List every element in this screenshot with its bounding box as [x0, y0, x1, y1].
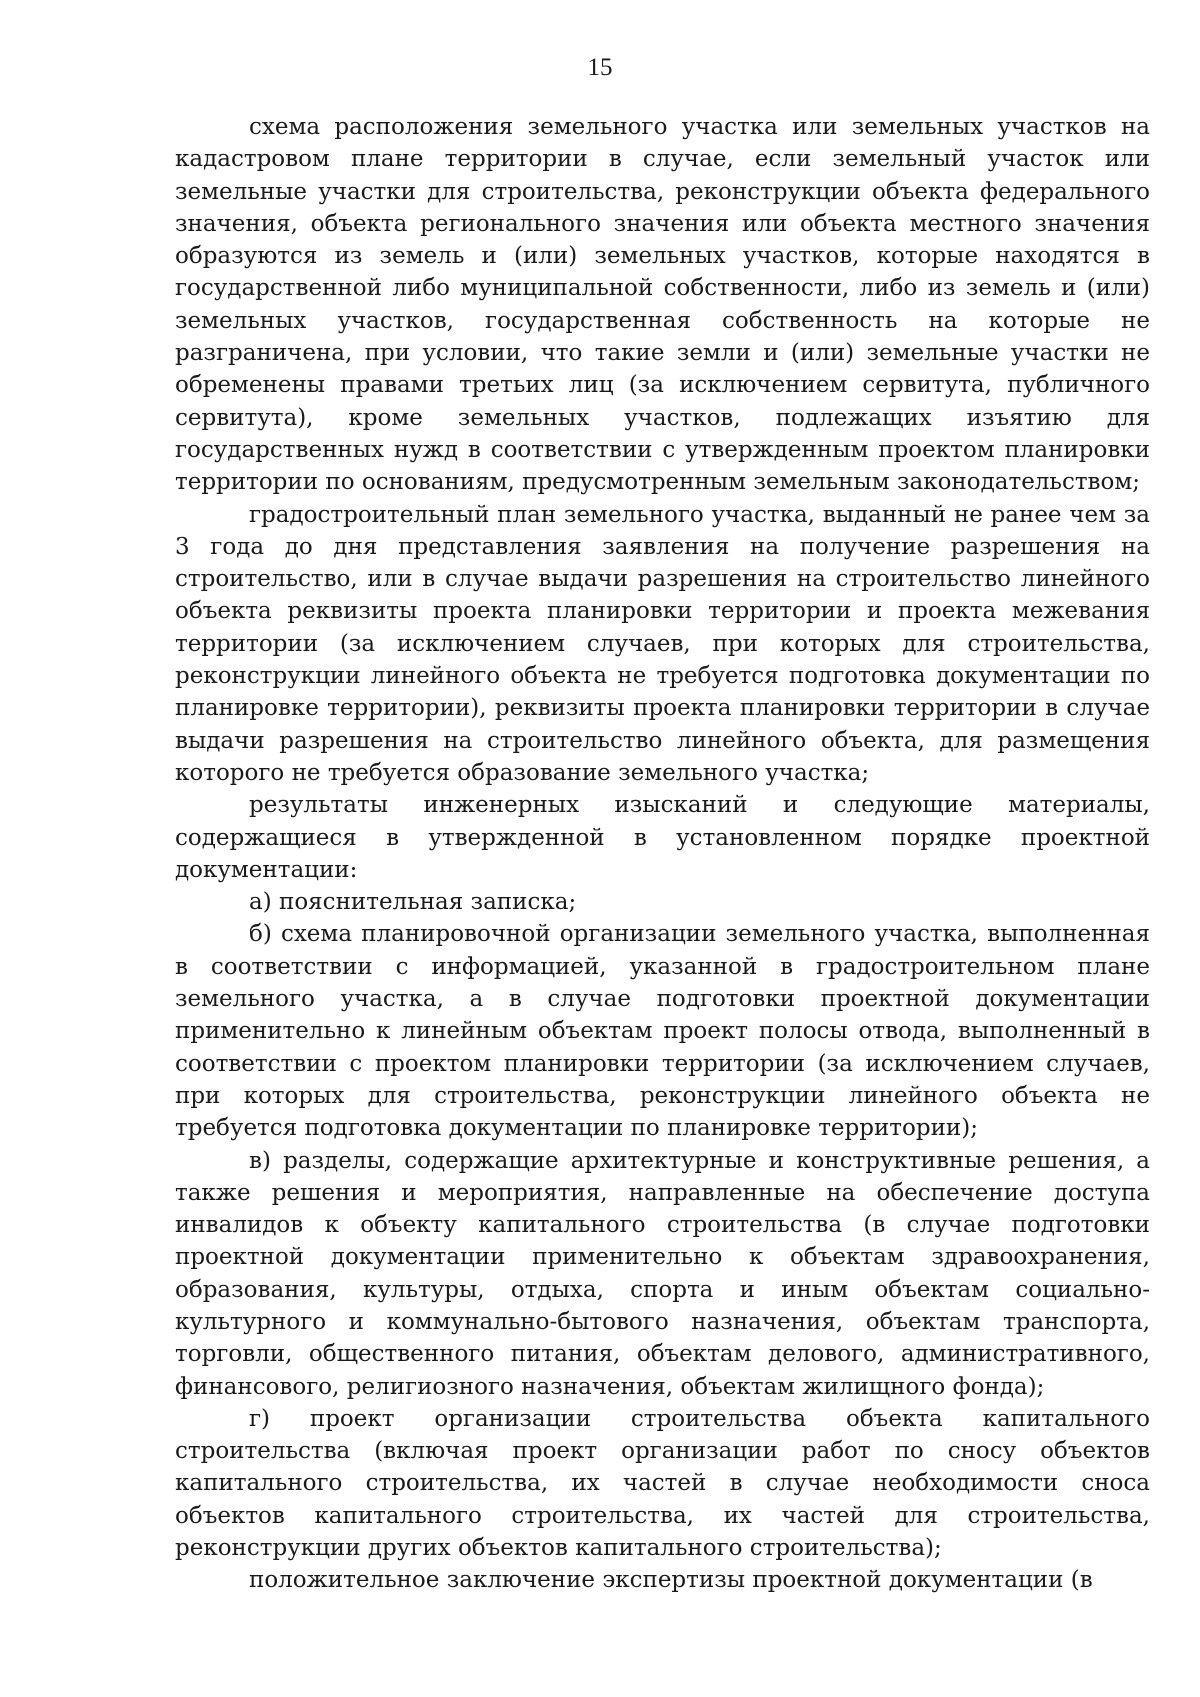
list-item-site-planning-scheme: б) схема планировочной организации земельного участка, выполненная в соответствии с информацией, указанной в градостроительном плане земельного участка, а в случае подготовки проектной документации применительно к линейным объектам проект полосы отвода, выполненный в соответствии с проектом планировки территории (за исключением случаев, при которых для строительства, реконструкции линейного объекта не требуется подготовка документации по планировке территории); [175, 921, 1150, 1142]
paragraph-urban-planning-plan: градостроительный план земельного участка, выданный не ранее чем за 3 года до дня представления заявления на получение разрешения на строительство, или в случае выдачи разрешения на строительство линейного объекта реквизиты проекта планировки территории и проекта межевания территории (за исключением случаев, при которых для строительства, реконструкции линейного объекта не требуется подготовка документации по планировке территории), реквизиты проекта планировки территории в случае выдачи разрешения на строительство линейного объекта, для размещения которого не требуется образование земельного участка; [175, 501, 1150, 786]
paragraph-engineering-surveys: результаты инженерных изысканий и следующие материалы, содержащиеся в утвержденной в установленном порядке проектной документации: [175, 792, 1150, 883]
paragraph-land-plot-scheme: схема расположения земельного участка или земельных участков на кадастровом плане территории в случае, если земельный участок или земельные участки для строительства, реконструкции объекта федерального значения, объекта регионального значения или объекта местного значения образуются из земель и (или) земельных участков, которые находятся в государственной либо муниципальной собственности, либо из земель и (или) земельных участков, государственная собственность на которые не разграничена, при условии, что такие земли и (или) земельные участки не обременены правами третьих лиц (за исключением сервитута, публичного сервитута), кроме земельных участков, подлежащих изъятию для государственных нужд в соответствии с утвержденным проектом планировки территории по основаниям, предусмотренным земельным законодательством; [175, 114, 1150, 496]
list-item-explanatory-note: а) пояснительная записка; [249, 889, 577, 916]
list-item-construction-organization: г) проект организации строительства объекта капитального строительства (включая проект организации работ по сносу объектов капитального строительства, их частей в случае необходимости сноса объектов капитального строительства, их частей для строительства, реконструкции других объектов капитального строительства); [175, 1405, 1150, 1562]
list-item-architectural-sections: в) разделы, содержащие архитектурные и конструктивные решения, а также решения и мероприятия, направленные на обеспечение доступа инвалидов к объекту капитального строительства (в случае подготовки проектной документации применительно к объектам здравоохранения, образования, культуры, отдыха, спорта и иным объектам социально-культурного и коммунально-бытового назначения, объектам транспорта, торговли, общественного питания, объектам делового, административного, финансового, религиозного назначения, объектам жилищного фонда); [175, 1147, 1150, 1400]
paragraph-expertise-conclusion: положительное заключение экспертизы проектной документации (в [249, 1567, 1093, 1594]
page-number: 15 [587, 54, 613, 81]
document-body [175, 111, 1150, 1597]
